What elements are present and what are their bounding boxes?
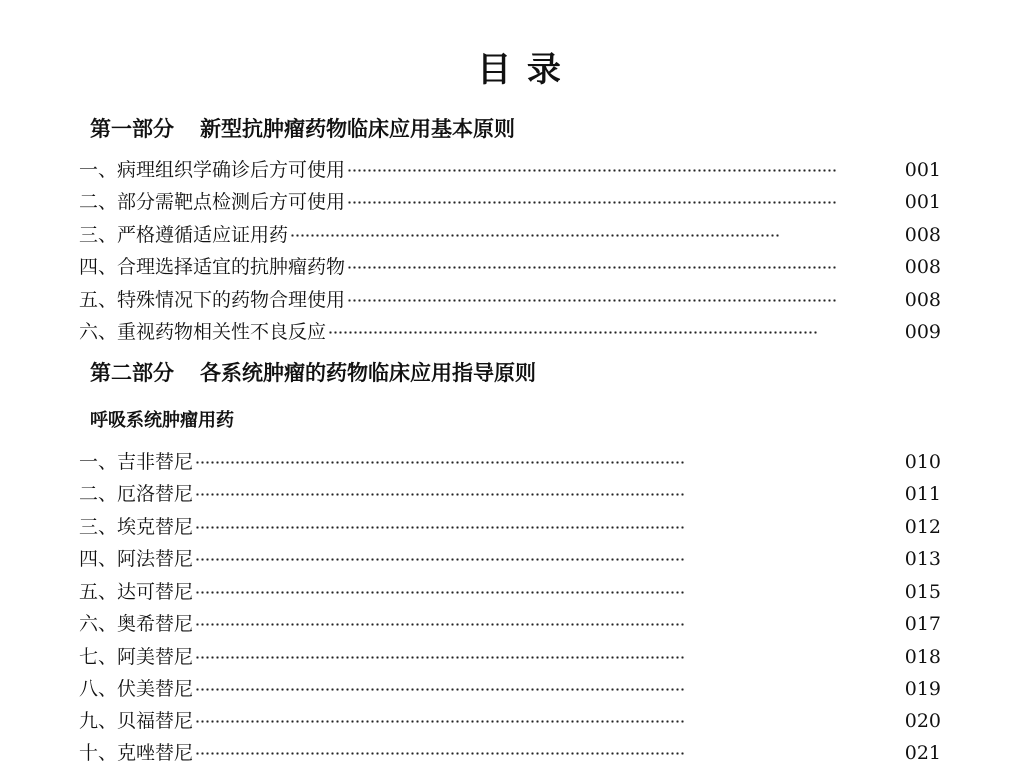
- toc-entry-page: 015: [904, 581, 941, 603]
- toc-entry-page: 017: [904, 613, 941, 635]
- toc-entry-label: 八、伏美替尼: [79, 678, 194, 700]
- toc-entry-label: 七、阿美替尼: [79, 646, 194, 668]
- dot-leader: [195, 623, 685, 626]
- toc-entry-page: 008: [904, 289, 941, 311]
- toc-entry-page: 011: [904, 483, 941, 505]
- toc-entry-label: 一、吉非替尼: [79, 451, 194, 473]
- toc-entry-label: 六、奥希替尼: [79, 613, 194, 635]
- toc-entry-label: 五、达可替尼: [79, 581, 194, 603]
- dot-leader: [328, 331, 818, 334]
- section-heading: 呼吸系统肿瘤用药: [90, 410, 234, 431]
- toc-entry-page: 010: [904, 451, 941, 473]
- toc-entry[interactable]: [79, 514, 941, 540]
- toc-entry[interactable]: [79, 319, 941, 345]
- toc-entry-page: 008: [904, 256, 941, 278]
- dot-leader: [195, 720, 685, 723]
- toc-entry-page: 001: [904, 191, 941, 213]
- part-1-heading: [90, 114, 515, 144]
- toc-entry-page: 001: [904, 159, 941, 181]
- toc-entry-label: 三、严格遵循适应证用药: [79, 224, 289, 246]
- page-title: 目 录: [477, 50, 563, 90]
- dot-leader: [347, 299, 837, 302]
- toc-entry-page: 020: [904, 710, 941, 732]
- toc-entry[interactable]: [79, 676, 941, 702]
- toc-entry-label: 二、厄洛替尼: [79, 483, 194, 505]
- toc-entry[interactable]: [79, 189, 941, 215]
- toc-entry-label: 五、特殊情况下的药物合理使用: [79, 289, 346, 311]
- toc-entry-label: 四、阿法替尼: [79, 548, 194, 570]
- toc-entry-label: 一、病理组织学确诊后方可使用: [79, 159, 346, 181]
- toc-entry-label: 三、埃克替尼: [79, 516, 194, 538]
- toc-entry[interactable]: [79, 222, 941, 248]
- toc-entry-label: 四、合理选择适宜的抗肿瘤药物: [79, 256, 346, 278]
- toc-entry[interactable]: [79, 157, 941, 183]
- toc-entry[interactable]: [79, 287, 941, 313]
- toc-entry[interactable]: [79, 449, 941, 475]
- toc-entry[interactable]: [79, 546, 941, 572]
- toc-entry[interactable]: [79, 644, 941, 670]
- part-1-name: 新型抗肿瘤药物临床应用基本原则: [200, 117, 515, 141]
- toc-entry-page: 018: [904, 646, 941, 668]
- toc-entry-page: 019: [904, 678, 941, 700]
- toc-entry-page: 009: [904, 321, 941, 343]
- toc-entry[interactable]: [79, 740, 941, 766]
- toc-entry[interactable]: [79, 579, 941, 605]
- toc-entry-label: 十、克唑替尼: [79, 742, 194, 764]
- dot-leader: [290, 234, 780, 237]
- toc-entry[interactable]: [79, 254, 941, 280]
- toc-entry-label: 二、部分需靶点检测后方可使用: [79, 191, 346, 213]
- part-2-name: 各系统肿瘤的药物临床应用指导原则: [200, 361, 536, 385]
- dot-leader: [195, 752, 685, 755]
- part-2-number: 第二部分: [90, 361, 174, 385]
- toc-entry-page: 013: [904, 548, 941, 570]
- toc-entry[interactable]: [79, 708, 941, 734]
- dot-leader: [195, 461, 685, 464]
- dot-leader: [195, 591, 685, 594]
- part-1-number: 第一部分: [90, 117, 174, 141]
- toc-entry-label: 六、重视药物相关性不良反应: [79, 321, 327, 343]
- dot-leader: [347, 201, 837, 204]
- dot-leader: [195, 526, 685, 529]
- dot-leader: [347, 266, 837, 269]
- toc-entry-page: 012: [904, 516, 941, 538]
- toc-entry-label: 九、贝福替尼: [79, 710, 194, 732]
- toc-entry[interactable]: [79, 481, 941, 507]
- dot-leader: [195, 493, 685, 496]
- dot-leader: [195, 688, 685, 691]
- toc-entry[interactable]: [79, 611, 941, 637]
- dot-leader: [347, 169, 837, 172]
- toc-entry-page: 021: [904, 742, 941, 764]
- part-2-heading: [90, 358, 536, 388]
- dot-leader: [195, 656, 685, 659]
- dot-leader: [195, 558, 685, 561]
- toc-entry-page: 008: [904, 224, 941, 246]
